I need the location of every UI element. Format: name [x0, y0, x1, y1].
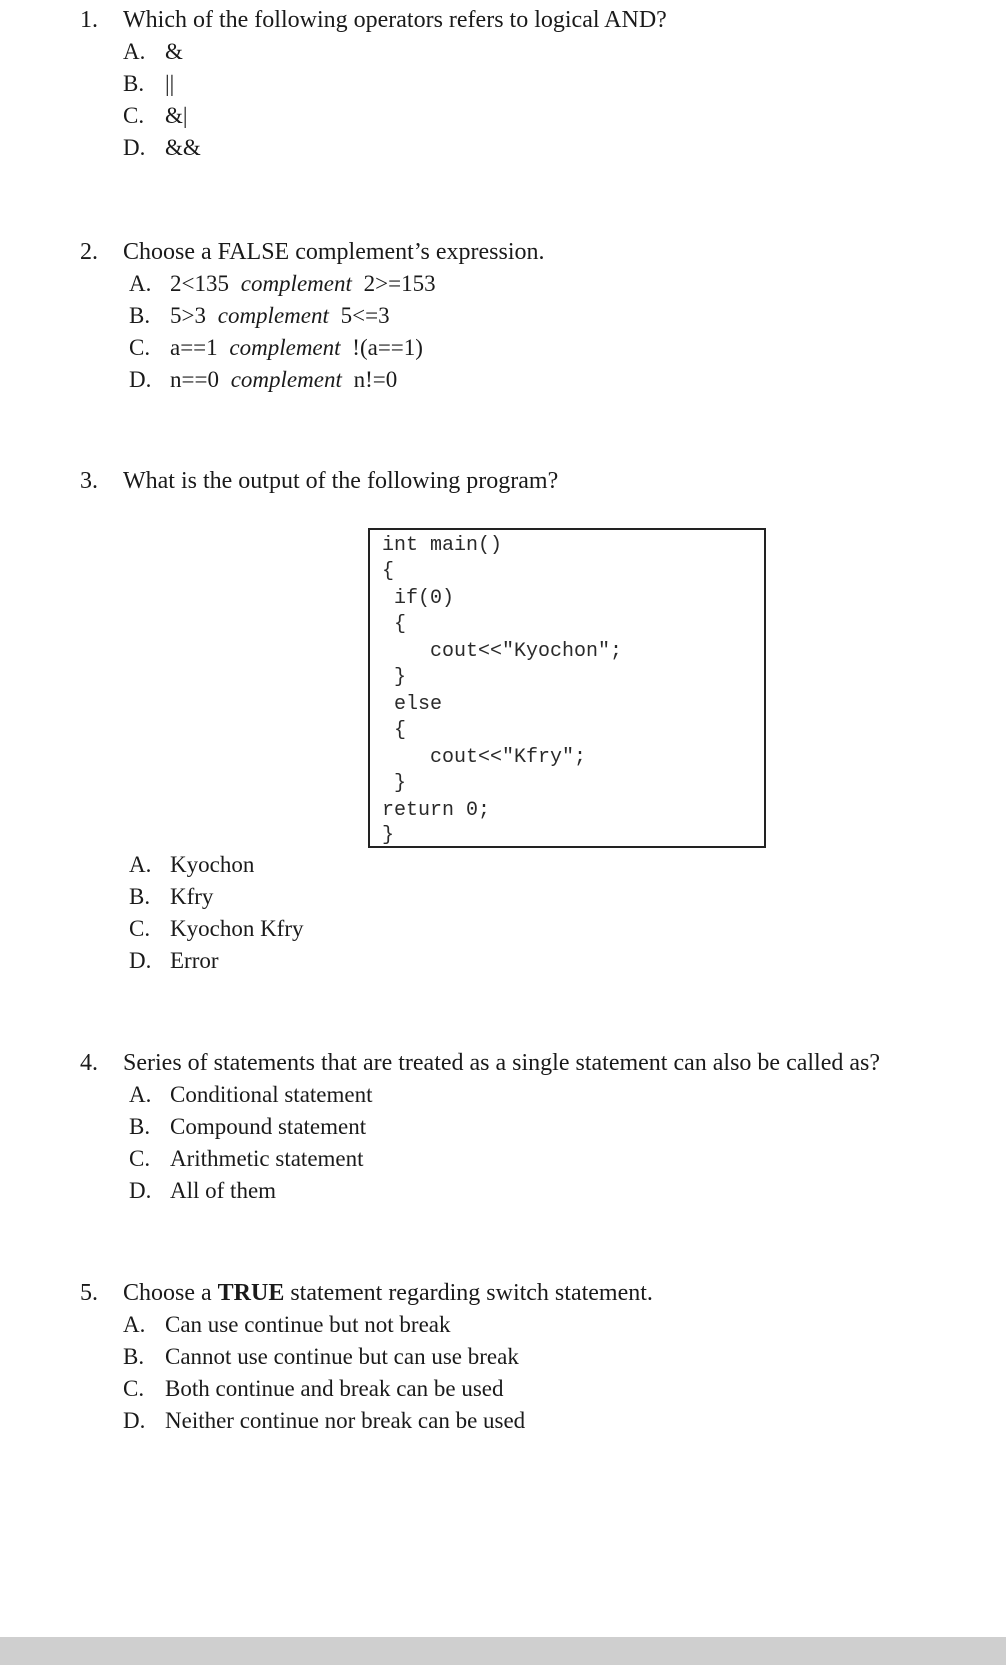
question-number: 1.	[80, 7, 98, 33]
option-text: &	[165, 39, 183, 64]
code-line: else	[382, 693, 443, 716]
code-line: return 0;	[382, 799, 491, 822]
question-number: 2.	[80, 239, 98, 265]
question-text: Series of statements that are treated as a single statement can also be called as?	[123, 1050, 881, 1076]
question-number: 5.	[80, 1280, 98, 1306]
option-text: Conditional statement	[170, 1082, 373, 1107]
expression-left: a==1	[170, 335, 218, 360]
option-text: Both continue and break can be used	[165, 1376, 504, 1401]
expression-left: 5>3	[170, 303, 206, 328]
option-expression	[170, 366, 397, 394]
option-letter: C.	[129, 1146, 151, 1171]
option-expression	[170, 270, 436, 298]
option-text: Neither continue nor break can be used	[165, 1408, 526, 1433]
option-letter: D.	[129, 948, 152, 973]
option-letter: A.	[129, 271, 152, 296]
question-text-bold: TRUE	[217, 1280, 285, 1306]
code-snippet-box	[368, 528, 766, 848]
code-line: {	[382, 613, 407, 636]
option-text: Can use continue but not break	[165, 1312, 451, 1337]
code-line: cout<<"Kfry";	[382, 746, 587, 769]
option-letter: B.	[123, 1344, 145, 1369]
complement-word: complement	[230, 367, 342, 392]
option-letter: C.	[123, 1376, 145, 1401]
option-text: ||	[165, 71, 175, 96]
code-line: {	[382, 560, 395, 583]
option-letter: B.	[123, 71, 145, 96]
expression-right: 2>=153	[363, 271, 436, 296]
option-letter: B.	[129, 1114, 151, 1139]
option-letter: B.	[129, 303, 151, 328]
code-line: int main()	[382, 534, 503, 557]
option-expression	[170, 334, 423, 362]
code-line: }	[382, 666, 407, 689]
code-line: if(0)	[382, 587, 455, 610]
option-letter: A.	[123, 39, 146, 64]
expression-left: n==0	[170, 367, 219, 392]
option-text: Kyochon	[170, 852, 255, 877]
option-letter: D.	[129, 367, 152, 392]
code-line: {	[382, 719, 407, 742]
expression-right: n!=0	[353, 367, 398, 392]
option-letter: B.	[129, 884, 151, 909]
option-text: Kyochon Kfry	[170, 916, 304, 941]
option-letter: A.	[129, 1082, 152, 1107]
question-text: Choose a FALSE complement’s expression.	[123, 239, 545, 265]
option-text: Arithmetic statement	[170, 1146, 364, 1171]
option-letter: A.	[129, 852, 152, 877]
option-text: Cannot use continue but can use break	[165, 1344, 519, 1369]
complement-word: complement	[240, 271, 352, 296]
expression-right: 5<=3	[340, 303, 390, 328]
question-text-start: Choose a	[123, 1280, 218, 1306]
code-line: }	[382, 824, 395, 847]
option-letter: D.	[123, 135, 146, 160]
option-text: Compound statement	[170, 1114, 367, 1139]
expression-left: 2<135	[170, 271, 229, 296]
option-text: &|	[165, 103, 188, 128]
option-letter: D.	[129, 1178, 152, 1203]
question-text: Which of the following operators refers to logical AND?	[123, 7, 667, 33]
option-expression	[170, 302, 390, 330]
option-letter: A.	[123, 1312, 146, 1337]
option-letter: D.	[123, 1408, 146, 1433]
code-line: }	[382, 772, 407, 795]
option-text: All of them	[170, 1178, 277, 1203]
question-text-end: statement regarding switch statement.	[284, 1280, 653, 1306]
option-letter: C.	[123, 103, 145, 128]
code-line: cout<<"Kyochon";	[382, 640, 623, 663]
option-text: Kfry	[170, 884, 214, 909]
option-letter: C.	[129, 335, 151, 360]
complement-word: complement	[217, 303, 329, 328]
option-text: &&	[165, 135, 201, 160]
option-text: Error	[170, 948, 219, 973]
complement-word: complement	[229, 335, 341, 360]
question-text: What is the output of the following program?	[123, 468, 559, 494]
question-number: 4.	[80, 1050, 98, 1076]
question-number: 3.	[80, 468, 98, 494]
expression-right: !(a==1)	[352, 335, 423, 360]
question-text	[123, 1279, 653, 1307]
option-letter: C.	[129, 916, 151, 941]
bottom-scroll-bar	[0, 1637, 1006, 1665]
